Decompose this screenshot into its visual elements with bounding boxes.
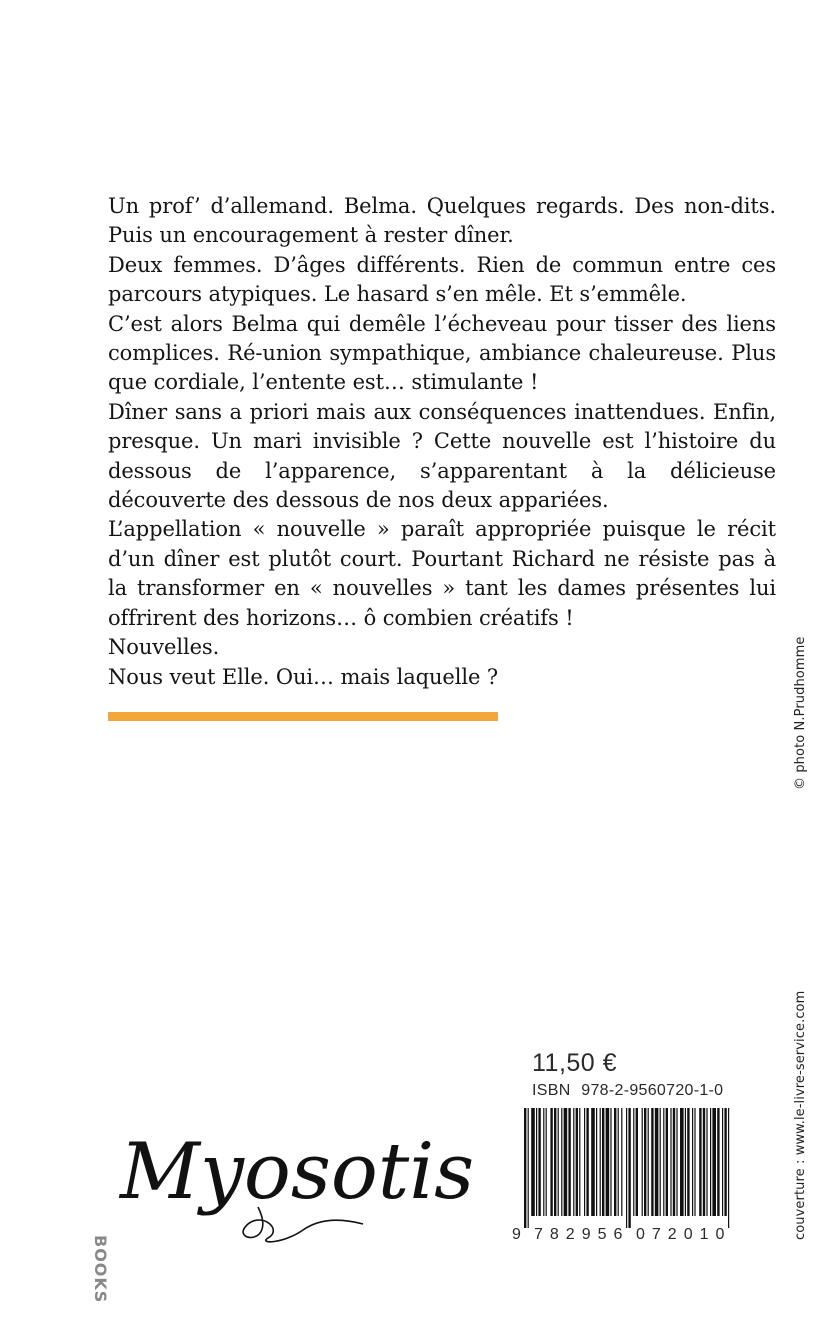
back-cover-blurb bbox=[108, 192, 776, 692]
blurb-paragraph: Nouvelles. bbox=[108, 635, 220, 660]
cover-credit: couverture : www.le-livre-service.com bbox=[793, 990, 808, 1240]
blurb-paragraph: C’est alors Belma qui demêle l’écheveau pour tisser des liens complices. Ré-union sympathique, ambiance chaleureuse. Plus que cordiale, l’entente est… stimulante ! bbox=[108, 311, 776, 395]
publisher-imprint: BOOKS bbox=[91, 1235, 110, 1304]
barcode bbox=[524, 1108, 732, 1228]
accent-divider bbox=[108, 712, 498, 721]
barcode-digits-left: 782956 bbox=[534, 1226, 630, 1243]
barcode-digit-first: 9 bbox=[512, 1226, 521, 1243]
publisher-logo bbox=[108, 1112, 475, 1247]
barcode-digits-right: 072010 bbox=[636, 1226, 732, 1243]
blurb-paragraph: Dîner sans a priori mais aux conséquences inattendues. Enfin, presque. Un mari invisible ? Cette nouvelle est l’histoire du dessous de l’apparence, s’apparentant à la délicieuse découverte des dessous de nos deux appariées. bbox=[108, 399, 776, 513]
blurb-paragraph: Un prof’ d’allemand. Belma. Quelques regards. Des non-dits. Puis un encouragement à rester dîner. bbox=[108, 194, 776, 248]
blurb-paragraph: L’appellation « nouvelle » paraît appropriée puisque le récit d’un dîner est plutôt court. Pourtant Richard ne résiste pas à la transformer en « nouvelles » tant les dames présentes lui offrirent des horizons… ô combien créatifs ! bbox=[108, 517, 776, 630]
isbn: ISBN 978-2-9560720-1-0 bbox=[532, 1082, 724, 1099]
price: 11,50 € bbox=[532, 1049, 618, 1077]
photo-credit: © photo N.Prudhomme bbox=[793, 636, 808, 790]
cover-credits bbox=[793, 636, 808, 1240]
blurb-paragraph: Nous veut Elle. Oui… mais laquelle ? bbox=[108, 664, 499, 689]
publisher-logo-text: Myosotis bbox=[120, 1127, 475, 1217]
blurb-paragraph: Deux femmes. D’âges différents. Rien de commun entre ces parcours atypiques. Le hasard s’en mêle. Et s’emmêle. bbox=[108, 252, 776, 307]
